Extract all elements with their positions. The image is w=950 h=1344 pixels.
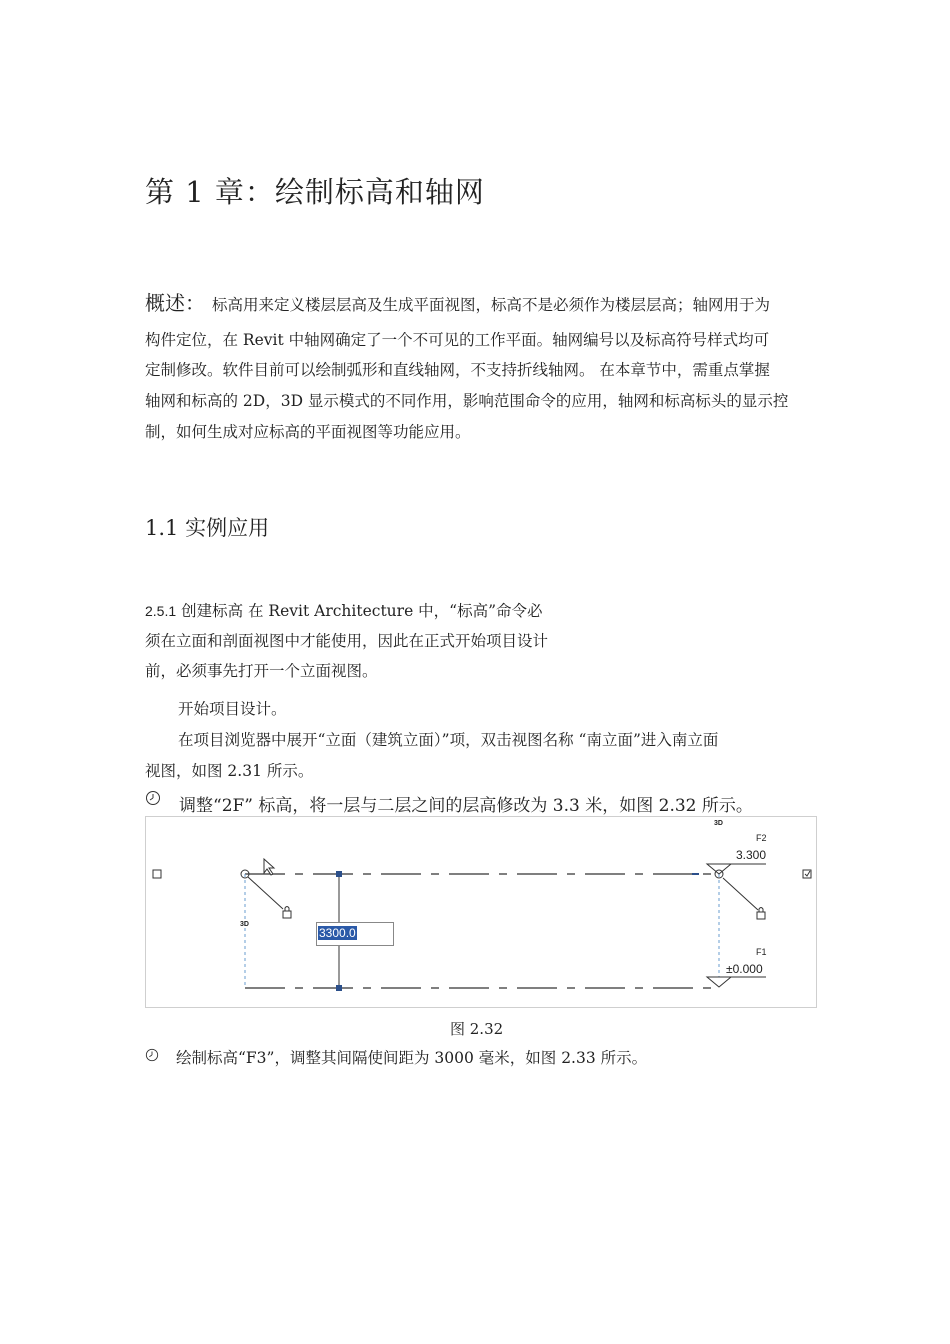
- overview-label: 概述：: [145, 291, 205, 315]
- clock-icon: [145, 790, 161, 806]
- dimension-grip[interactable]: [336, 871, 342, 877]
- body-paragraph: 在项目浏览器中展开“立面（建筑立面）”项，双击视图名称 “南立面”进入南立面: [178, 731, 719, 749]
- step-text: 绘制标高“F3”，调整其间隔使间距为 3000 毫米，如图 2.33 所示。: [176, 1049, 648, 1067]
- level-elevation[interactable]: ±0.000: [726, 962, 763, 976]
- mouse-cursor-icon: [264, 859, 274, 875]
- subsection-text: 创建标高 在 Revit Architecture 中，“标高”命令必: [181, 602, 543, 620]
- section-heading: 1.1 实例应用: [145, 516, 270, 540]
- leader-line: [248, 877, 283, 909]
- chapter-title: 第 1 章：绘制标高和轴网: [145, 175, 485, 209]
- level-elevation[interactable]: 3.300: [736, 848, 767, 862]
- lock-icon[interactable]: [283, 911, 291, 918]
- 3d-toggle-label[interactable]: 3D: [714, 820, 723, 827]
- clock-icon: [145, 1047, 159, 1061]
- level-head-marker: [707, 977, 731, 987]
- overview-line: 制，如何生成对应标高的平面视图等功能应用。: [145, 423, 471, 441]
- level-name[interactable]: F2: [756, 833, 767, 843]
- dimension-input[interactable]: [316, 922, 394, 946]
- lock-icon[interactable]: [757, 912, 765, 919]
- overview-line: 构件定位，在 Revit 中轴网确定了一个不可见的工作平面。轴网编号以及标高符号样式均可: [145, 331, 770, 349]
- dimension-grip[interactable]: [336, 985, 342, 991]
- subsection-number: 2.5.1: [145, 603, 177, 619]
- step-text: 调整“2F” 标高，将一层与二层之间的层高修改为 3.3 米，如图 2.32 所示。: [179, 796, 753, 816]
- subsection-line: 前，必须事先打开一个立面视图。: [145, 662, 378, 680]
- level-name[interactable]: F1: [756, 947, 767, 957]
- body-paragraph: 开始项目设计。: [178, 700, 287, 718]
- leader-line: [723, 878, 758, 910]
- subsection-line: [145, 599, 543, 621]
- 3d-toggle-label[interactable]: 3D: [240, 921, 249, 928]
- overview-line: 轴网和标高的 2D，3D 显示模式的不同作用，影响范围命令的应用，轴网和标高标头的显示控: [145, 392, 789, 410]
- dimension-input-value: 3300.0: [319, 926, 356, 940]
- subsection-line: 须在立面和剖面视图中才能使用，因此在正式开始项目设计: [145, 632, 549, 650]
- level-diagram: [146, 817, 816, 1007]
- figure-level-editor: [145, 816, 817, 1008]
- figure-caption: 图 2.32: [450, 1020, 504, 1038]
- body-paragraph: 视图，如图 2.31 所示。: [145, 762, 314, 780]
- checkbox-icon[interactable]: [153, 870, 161, 878]
- level-head-marker: [707, 864, 731, 874]
- overview-line: 标高用来定义楼层层高及生成平面视图，标高不是必须作为楼层层高；轴网用于为: [212, 296, 771, 314]
- overview-line: 定制修改。软件目前可以绘制弧形和直线轴网，不支持折线轴网。 在本章节中，需重点掌握: [145, 361, 770, 379]
